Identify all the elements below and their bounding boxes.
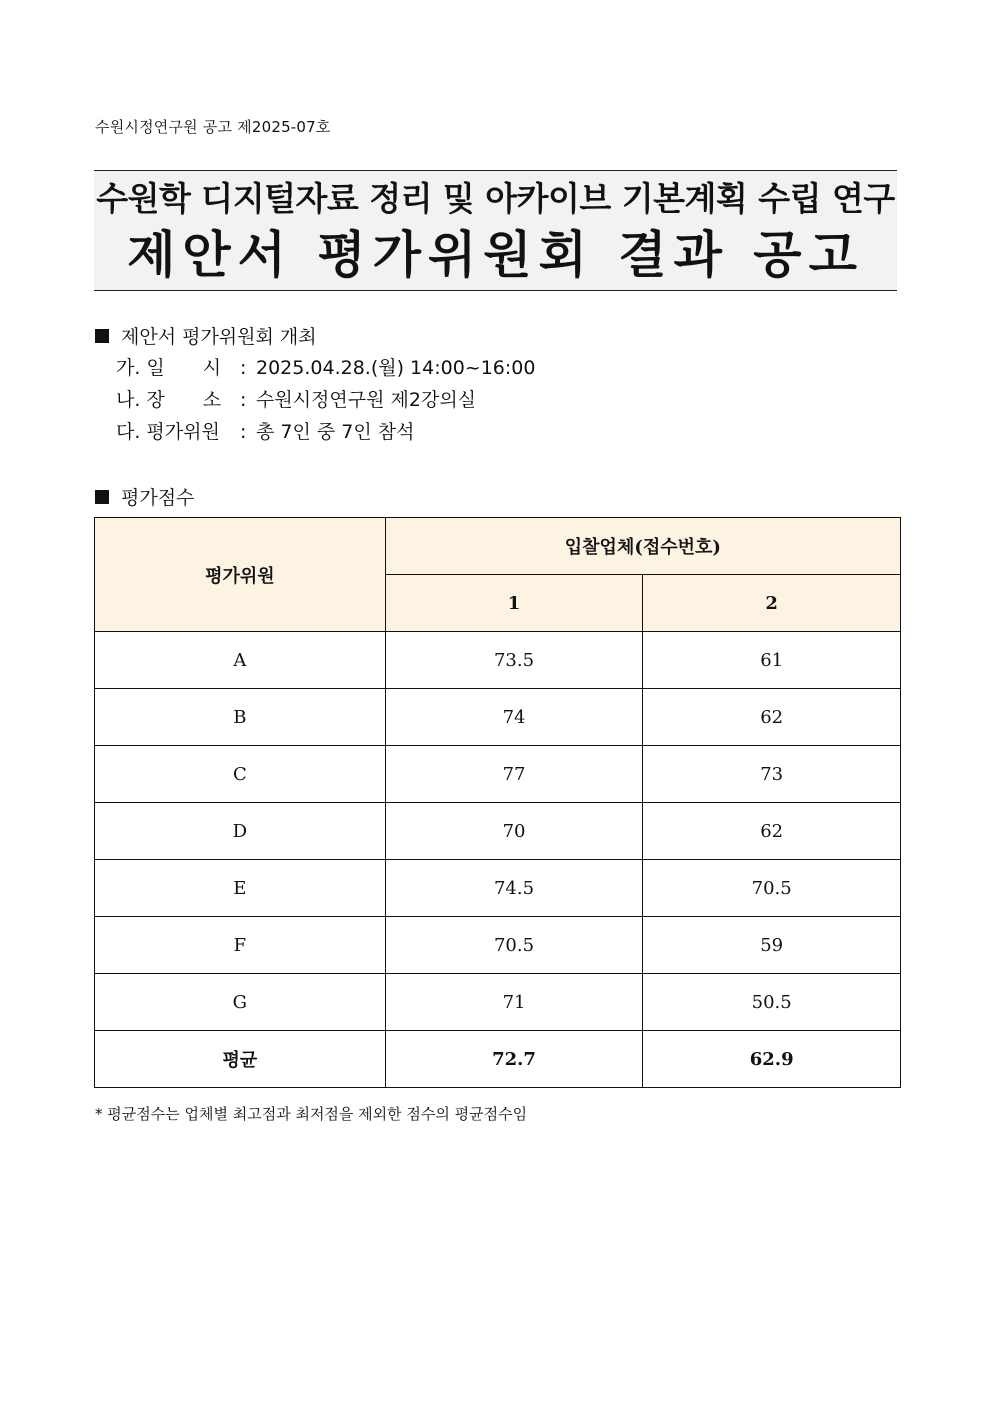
title-line-2: 제안서 평가위원회 결과 공고 [127,226,864,284]
evaluator-header: 평가위원 [95,518,386,632]
section-committee-heading [95,322,317,349]
info-label: 다. 평가위원 [116,421,220,443]
score-cell: 73 [643,746,901,803]
score-cell: 50.5 [643,974,901,1031]
score-cell: 70 [385,803,643,860]
score-cell: 62 [643,689,901,746]
square-bullet-icon [95,329,109,343]
score-cell: 70.5 [385,917,643,974]
score-table [94,517,901,1088]
info-row-place [116,384,535,416]
info-label: 가. 일 시 [116,357,222,379]
info-colon: : [240,421,247,443]
table-row [95,632,901,689]
title-line-1: 수원학 디지털자료 정리 및 아카이브 기본계획 수립 연구 [96,179,895,218]
bidder-number-2: 2 [643,575,901,632]
table-row [95,860,901,917]
section-committee-title: 제안서 평가위원회 개최 [121,326,317,348]
evaluator-cell: B [95,689,386,746]
section-scores-heading [95,483,194,510]
average-score-1: 72.7 [385,1031,643,1088]
average-label: 평균 [95,1031,386,1088]
evaluator-cell: E [95,860,386,917]
score-cell: 61 [643,632,901,689]
info-label: 나. 장 소 [116,389,222,411]
score-cell: 77 [385,746,643,803]
info-colon: : [240,357,247,379]
evaluator-cell: G [95,974,386,1031]
info-row-date [116,352,535,384]
score-cell: 71 [385,974,643,1031]
score-cell: 74 [385,689,643,746]
table-row [95,803,901,860]
footnote: * 평균점수는 업체별 최고점과 최저점을 제외한 점수의 평균점수임 [95,1105,528,1123]
info-value-date: 2025.04.28.(월) 14:00~16:00 [256,357,536,379]
score-cell: 70.5 [643,860,901,917]
table-row [95,974,901,1031]
evaluator-cell: A [95,632,386,689]
section-scores-title: 평가점수 [121,487,195,509]
committee-info [116,352,535,448]
score-cell: 62 [643,803,901,860]
title-box [94,170,897,291]
table-row [95,746,901,803]
table-row [95,917,901,974]
evaluator-cell: F [95,917,386,974]
square-bullet-icon [95,490,109,504]
score-cell: 74.5 [385,860,643,917]
table-header-row [95,518,901,575]
score-cell: 73.5 [385,632,643,689]
average-row [95,1031,901,1088]
bidder-number-1: 1 [385,575,643,632]
table-row [95,689,901,746]
info-row-evaluators [116,416,535,448]
average-score-2: 62.9 [643,1031,901,1088]
info-value-evaluators: 총 7인 중 7인 참석 [256,421,415,443]
notice-number: 수원시정연구원 공고 제2025-07호 [95,118,331,136]
info-value-place: 수원시정연구원 제2강의실 [256,389,477,411]
evaluator-cell: D [95,803,386,860]
score-cell: 59 [643,917,901,974]
bidder-header: 입찰업체(접수번호) [385,518,900,575]
info-colon: : [240,389,247,411]
evaluator-cell: C [95,746,386,803]
